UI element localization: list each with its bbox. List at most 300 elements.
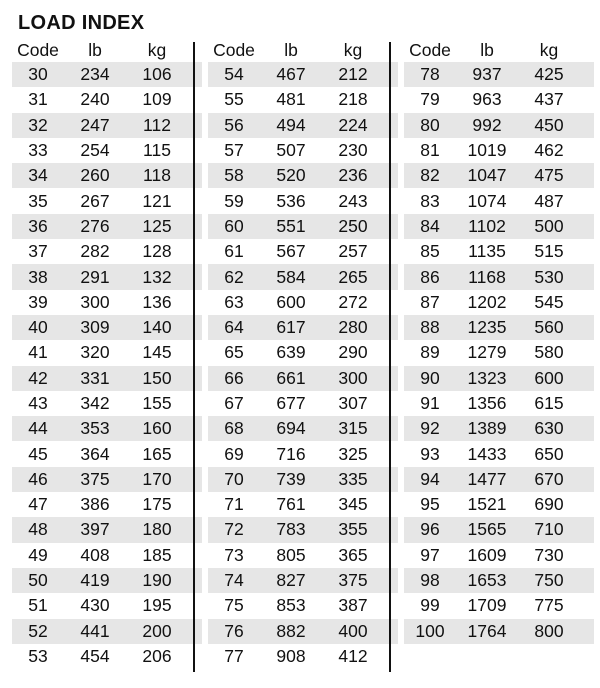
cell-kg: 106 — [142, 64, 172, 85]
cell-code: 81 — [420, 140, 440, 161]
cell-lb: 827 — [276, 570, 306, 591]
table-row — [12, 543, 202, 568]
cell-kg: 400 — [338, 620, 368, 641]
cell-code: 60 — [224, 215, 244, 236]
cell-code: 42 — [28, 367, 48, 388]
table-row — [404, 416, 594, 441]
cell-lb: 1764 — [467, 620, 507, 641]
cell-lb: 551 — [276, 215, 306, 236]
cell-code: 47 — [28, 494, 48, 515]
cell-kg: 412 — [338, 645, 368, 666]
cell-kg: 315 — [338, 418, 368, 439]
cell-lb: 240 — [80, 89, 110, 110]
cell-code: 63 — [224, 291, 244, 312]
table-row — [12, 467, 202, 492]
cell-lb: 677 — [276, 393, 306, 413]
cell-code: 38 — [28, 266, 48, 287]
cell-code: 52 — [28, 620, 48, 641]
cell-code: 58 — [224, 165, 244, 186]
cell-lb: 375 — [80, 468, 110, 489]
table-row — [12, 315, 202, 340]
cell-code: 85 — [420, 241, 440, 262]
rows-group-3 — [404, 62, 594, 644]
cell-kg: 710 — [534, 519, 564, 540]
cell-lb: 507 — [276, 140, 306, 161]
header-lb: lb — [88, 39, 102, 60]
table-row — [12, 416, 202, 441]
cell-code: 87 — [420, 291, 440, 312]
cell-lb: 467 — [276, 64, 306, 85]
cell-kg: 115 — [143, 140, 171, 161]
cell-kg: 280 — [338, 317, 368, 338]
cell-kg: 243 — [338, 190, 368, 211]
cell-kg: 425 — [534, 64, 564, 85]
cell-kg: 121 — [142, 190, 172, 211]
cell-lb: 694 — [276, 418, 306, 439]
cell-lb: 291 — [80, 266, 110, 287]
cell-code: 84 — [420, 215, 440, 236]
cell-code: 89 — [420, 342, 440, 363]
cell-kg: 450 — [534, 114, 564, 135]
table-row — [12, 264, 202, 289]
table-row — [12, 239, 202, 264]
cell-code: 82 — [420, 165, 440, 186]
cell-code: 64 — [224, 317, 244, 338]
table-row — [404, 163, 594, 188]
cell-lb: 300 — [80, 291, 110, 312]
cell-kg: 775 — [534, 595, 564, 616]
cell-kg: 630 — [534, 418, 564, 439]
column-header-row — [208, 38, 398, 62]
cell-kg: 118 — [143, 165, 171, 186]
cell-kg: 236 — [338, 165, 368, 186]
header-code: Code — [409, 39, 451, 60]
header-code: Code — [213, 39, 255, 60]
table-row — [404, 188, 594, 213]
table-row — [208, 543, 398, 568]
cell-kg: 230 — [338, 140, 368, 161]
cell-lb: 1609 — [467, 544, 507, 565]
cell-kg: 200 — [142, 620, 172, 641]
table-row — [404, 391, 594, 416]
cell-lb: 1074 — [467, 190, 507, 211]
cell-kg: 650 — [534, 443, 564, 464]
cell-kg: 375 — [338, 570, 368, 591]
cell-lb: 1521 — [467, 494, 507, 515]
cell-code: 100 — [415, 620, 445, 641]
cell-kg: 112 — [143, 114, 171, 135]
cell-code: 69 — [224, 443, 244, 464]
cell-kg: 140 — [142, 317, 172, 338]
cell-kg: 272 — [338, 291, 368, 312]
cell-kg: 600 — [534, 367, 564, 388]
cell-code: 73 — [224, 544, 244, 565]
table-row — [404, 543, 594, 568]
cell-lb: 567 — [276, 241, 306, 262]
cell-code: 34 — [28, 165, 48, 186]
cell-kg: 290 — [338, 342, 368, 363]
rows-group-1 — [12, 62, 202, 669]
table-row — [12, 290, 202, 315]
cell-lb: 419 — [80, 570, 110, 591]
table-row — [12, 188, 202, 213]
table-row — [404, 87, 594, 112]
cell-kg: 128 — [142, 241, 172, 262]
table-row — [208, 416, 398, 441]
table-row — [404, 366, 594, 391]
cell-lb: 1653 — [467, 570, 507, 591]
cell-code: 88 — [420, 317, 440, 338]
table-row — [404, 239, 594, 264]
cell-code: 80 — [420, 114, 440, 135]
table-row — [404, 593, 594, 618]
cell-lb: 520 — [276, 165, 306, 186]
table-row — [208, 619, 398, 644]
cell-code: 75 — [224, 595, 244, 616]
table-row — [208, 138, 398, 163]
cell-kg: 218 — [338, 89, 368, 110]
cell-kg: 185 — [142, 544, 172, 565]
cell-code: 99 — [420, 595, 440, 616]
cell-code: 71 — [224, 494, 244, 515]
cell-code: 61 — [224, 241, 244, 262]
cell-code: 68 — [224, 418, 244, 439]
cell-code: 90 — [420, 367, 440, 388]
cell-kg: 365 — [338, 544, 368, 565]
cell-code: 45 — [28, 443, 48, 464]
cell-kg: 462 — [534, 140, 564, 161]
cell-lb: 276 — [80, 215, 110, 236]
cell-kg: 690 — [534, 494, 564, 515]
cell-code: 57 — [224, 140, 244, 161]
cell-lb: 1389 — [467, 418, 507, 439]
column-header-row — [12, 38, 202, 62]
cell-kg: 730 — [534, 544, 564, 565]
table-title: LOAD INDEX — [18, 12, 145, 34]
table-row — [12, 568, 202, 593]
cell-kg: 190 — [142, 570, 172, 591]
cell-code: 30 — [28, 64, 48, 85]
cell-kg: 500 — [534, 215, 564, 236]
cell-lb: 1323 — [467, 367, 507, 388]
cell-lb: 386 — [80, 494, 110, 515]
cell-kg: 387 — [338, 595, 368, 616]
cell-lb: 992 — [472, 114, 502, 135]
cell-kg: 800 — [534, 620, 564, 641]
cell-lb: 716 — [276, 443, 306, 464]
cell-code: 31 — [28, 89, 48, 110]
table-row — [404, 62, 594, 87]
header-kg: kg — [343, 39, 363, 60]
table-row — [12, 138, 202, 163]
table-row — [12, 366, 202, 391]
cell-lb: 805 — [276, 544, 306, 565]
cell-lb: 639 — [276, 342, 306, 363]
cell-lb: 282 — [80, 241, 110, 262]
cell-lb: 408 — [80, 544, 110, 565]
table-row — [208, 593, 398, 618]
cell-code: 56 — [224, 114, 244, 135]
cell-kg: 160 — [142, 418, 172, 439]
cell-code: 32 — [28, 114, 48, 135]
table-row — [208, 239, 398, 264]
cell-lb: 364 — [80, 443, 110, 464]
table-row — [404, 340, 594, 365]
cell-lb: 247 — [80, 114, 110, 135]
table-row — [12, 113, 202, 138]
header-kg: kg — [147, 39, 167, 60]
cell-code: 37 — [28, 241, 48, 262]
table-row — [404, 619, 594, 644]
table-row — [12, 517, 202, 542]
cell-kg: 545 — [534, 291, 564, 312]
header-lb: lb — [284, 39, 298, 60]
cell-lb: 234 — [80, 64, 110, 85]
cell-lb: 342 — [80, 393, 110, 413]
cell-kg: 300 — [338, 367, 368, 388]
cell-kg: 206 — [142, 645, 172, 666]
cell-kg: 515 — [534, 241, 564, 262]
table-row — [208, 290, 398, 315]
cell-code: 46 — [28, 468, 48, 489]
cell-lb: 353 — [80, 418, 110, 439]
table-row — [208, 315, 398, 340]
cell-kg: 109 — [142, 89, 172, 110]
table-row — [208, 492, 398, 517]
table-row — [208, 568, 398, 593]
cell-lb: 481 — [276, 89, 306, 110]
cell-code: 74 — [224, 570, 244, 591]
cell-code: 33 — [28, 140, 48, 161]
cell-code: 50 — [28, 570, 48, 591]
cell-code: 54 — [224, 64, 244, 85]
cell-kg: 325 — [338, 443, 368, 464]
cell-kg: 670 — [534, 468, 564, 489]
cell-lb: 1102 — [468, 215, 506, 236]
cell-lb: 963 — [472, 89, 502, 110]
cell-code: 97 — [420, 544, 440, 565]
cell-lb: 494 — [276, 114, 306, 135]
cell-code: 65 — [224, 342, 244, 363]
cell-lb: 441 — [80, 620, 110, 641]
cell-code: 55 — [224, 89, 244, 110]
cell-kg: 257 — [338, 241, 368, 262]
cell-lb: 853 — [276, 595, 306, 616]
cell-kg: 150 — [142, 367, 172, 388]
header-code: Code — [17, 39, 59, 60]
cell-lb: 536 — [276, 190, 306, 211]
cell-code: 70 — [224, 468, 244, 489]
table-row — [12, 87, 202, 112]
cell-code: 44 — [28, 418, 48, 439]
cell-kg: 212 — [338, 64, 368, 85]
cell-lb: 783 — [276, 519, 306, 540]
cell-code: 67 — [224, 393, 244, 413]
cell-kg: 195 — [142, 595, 172, 616]
cell-lb: 1235 — [467, 317, 507, 338]
cell-code: 49 — [28, 544, 48, 565]
cell-lb: 1279 — [467, 342, 507, 363]
cell-kg: 265 — [338, 266, 368, 287]
table-row — [208, 517, 398, 542]
table-row — [208, 467, 398, 492]
table-row — [208, 163, 398, 188]
cell-code: 86 — [420, 266, 440, 287]
table-row — [208, 188, 398, 213]
cell-kg: 307 — [338, 393, 368, 413]
column-group-3 — [404, 38, 594, 644]
cell-lb: 584 — [276, 266, 306, 287]
table-row — [12, 163, 202, 188]
table-row — [12, 391, 202, 416]
table-row — [404, 517, 594, 542]
table-row — [208, 391, 398, 416]
table-row — [12, 62, 202, 87]
cell-kg: 437 — [534, 89, 564, 110]
table-row — [12, 593, 202, 618]
cell-lb: 1709 — [467, 595, 507, 616]
table-row — [12, 214, 202, 239]
cell-lb: 937 — [472, 64, 502, 85]
cell-code: 41 — [28, 342, 48, 363]
cell-code: 93 — [420, 443, 440, 464]
table-row — [404, 492, 594, 517]
cell-kg: 335 — [338, 468, 368, 489]
cell-lb: 739 — [276, 468, 306, 489]
table-row — [208, 441, 398, 466]
cell-code: 98 — [420, 570, 440, 591]
table-row — [208, 366, 398, 391]
table-row — [208, 87, 398, 112]
table-row — [208, 113, 398, 138]
cell-kg: 132 — [142, 266, 172, 287]
cell-code: 51 — [28, 595, 48, 616]
cell-lb: 397 — [80, 519, 110, 540]
cell-kg: 750 — [534, 570, 564, 591]
cell-kg: 250 — [338, 215, 368, 236]
table-row — [208, 264, 398, 289]
cell-lb: 254 — [80, 140, 110, 161]
cell-lb: 260 — [80, 165, 110, 186]
cell-lb: 600 — [276, 291, 306, 312]
cell-lb: 331 — [80, 367, 110, 388]
cell-lb: 320 — [80, 342, 110, 363]
cell-kg: 615 — [534, 393, 564, 413]
table-row — [404, 138, 594, 163]
cell-code: 39 — [28, 291, 48, 312]
cell-lb: 1135 — [468, 241, 506, 262]
table-row — [404, 441, 594, 466]
cell-kg: 224 — [338, 114, 368, 135]
column-divider — [193, 42, 195, 672]
cell-lb: 908 — [276, 645, 306, 666]
table-row — [404, 113, 594, 138]
cell-lb: 430 — [80, 595, 110, 616]
table-row — [12, 492, 202, 517]
cell-kg: 145 — [142, 342, 172, 363]
cell-kg: 155 — [142, 393, 172, 413]
cell-code: 78 — [420, 64, 440, 85]
column-group-2 — [208, 38, 398, 669]
cell-kg: 345 — [338, 494, 368, 515]
cell-code: 96 — [420, 519, 440, 540]
cell-code: 92 — [420, 418, 440, 439]
table-row — [404, 467, 594, 492]
cell-lb: 1356 — [467, 393, 507, 413]
table-row — [12, 340, 202, 365]
cell-kg: 170 — [142, 468, 172, 489]
cell-code: 72 — [224, 519, 244, 540]
cell-lb: 454 — [80, 645, 110, 666]
table-row — [12, 619, 202, 644]
column-header-row — [404, 38, 594, 62]
cell-lb: 1047 — [467, 165, 507, 186]
cell-lb: 1202 — [467, 291, 507, 312]
cell-kg: 136 — [142, 291, 172, 312]
cell-kg: 125 — [142, 215, 172, 236]
cell-lb: 661 — [276, 367, 306, 388]
cell-code: 59 — [224, 190, 244, 211]
cell-code: 48 — [28, 519, 48, 540]
table-row — [208, 644, 398, 669]
cell-code: 43 — [28, 393, 48, 413]
cell-code: 40 — [28, 317, 48, 338]
cell-lb: 267 — [80, 190, 110, 211]
column-group-1 — [12, 38, 202, 669]
cell-lb: 1477 — [467, 468, 507, 489]
cell-code: 35 — [28, 190, 48, 211]
table-row — [404, 290, 594, 315]
cell-code: 79 — [420, 89, 440, 110]
cell-kg: 580 — [534, 342, 564, 363]
table-row — [12, 644, 202, 669]
cell-code: 91 — [420, 393, 440, 413]
cell-lb: 1019 — [467, 140, 507, 161]
rows-group-2 — [208, 62, 398, 669]
cell-kg: 180 — [142, 519, 172, 540]
cell-code: 66 — [224, 367, 244, 388]
cell-code: 83 — [420, 190, 440, 211]
table-row — [12, 441, 202, 466]
cell-kg: 475 — [534, 165, 564, 186]
cell-code: 77 — [224, 645, 244, 666]
cell-code: 36 — [28, 215, 48, 236]
cell-kg: 165 — [142, 443, 172, 464]
cell-lb: 309 — [80, 317, 110, 338]
cell-kg: 487 — [534, 190, 564, 211]
table-row — [404, 264, 594, 289]
cell-lb: 882 — [276, 620, 306, 641]
table-row — [208, 62, 398, 87]
cell-code: 95 — [420, 494, 440, 515]
cell-lb: 1168 — [468, 266, 506, 287]
cell-kg: 530 — [534, 266, 564, 287]
header-kg: kg — [539, 39, 559, 60]
header-lb: lb — [480, 39, 494, 60]
cell-kg: 560 — [534, 317, 564, 338]
cell-lb: 1565 — [467, 519, 507, 540]
table-row — [404, 568, 594, 593]
column-divider — [389, 42, 391, 672]
cell-kg: 355 — [338, 519, 368, 540]
table-row — [404, 315, 594, 340]
cell-kg: 175 — [142, 494, 172, 515]
cell-code: 76 — [224, 620, 244, 641]
table-row — [404, 214, 594, 239]
cell-lb: 1433 — [467, 443, 507, 464]
table-row — [208, 214, 398, 239]
cell-lb: 617 — [276, 317, 306, 338]
